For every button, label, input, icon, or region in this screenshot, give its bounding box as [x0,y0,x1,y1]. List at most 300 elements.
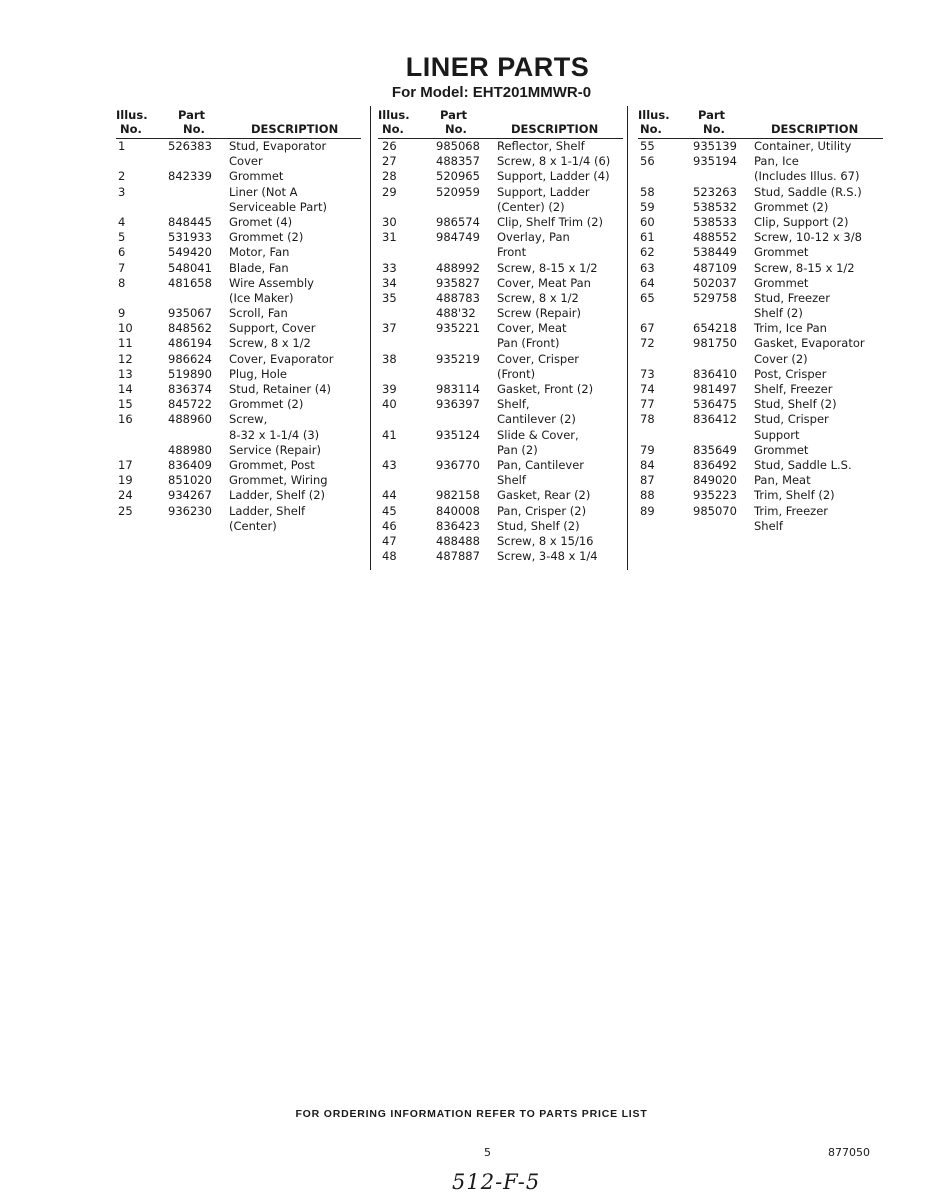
part-row [116,428,361,443]
part-row [638,412,883,427]
part-row [638,154,883,169]
part-row [378,412,623,427]
part-number: 488992 [436,260,480,275]
part-description: Grommet (2) [229,397,304,412]
illus-number: 37 [382,321,397,336]
part-number: 836423 [436,518,480,533]
part-number: 488357 [436,154,480,169]
part-row [378,230,623,245]
part-description: Shelf, Freezer [754,382,833,396]
part-number: 531933 [168,230,212,245]
part-row [638,306,883,321]
part-row [378,215,623,230]
part-description: (Center) [229,518,277,533]
part-number: 520959 [436,184,480,199]
part-row [116,367,361,382]
page-title: LINER PARTS [405,52,590,82]
part-header: Part [698,108,726,122]
illus-number: 87 [640,473,655,488]
part-number: 536475 [693,397,737,412]
part-description: Screw, 10-12 x 3/8 [754,230,862,245]
part-row [116,412,361,427]
part-number: 488980 [168,442,212,457]
part-description: Trim, Freezer [754,503,829,518]
illus-number: 11 [118,336,133,351]
part-number: 488488 [436,533,480,548]
illus-number: 29 [382,184,397,199]
part-description: Blade, Fan [229,260,289,275]
part-number: 935223 [693,488,737,503]
illus-number: 77 [640,397,655,412]
page-number: 5 [484,1146,491,1159]
part-description: Grommet (2) [229,230,304,245]
part-description: Front [497,245,527,260]
illus-number: 79 [640,442,655,457]
part-row [378,428,623,443]
part-description: Serviceable Part) [229,199,327,214]
part-description: Cantilever (2) [497,412,576,427]
part-description: Ladder, Shelf (2) [229,488,326,503]
part-row [638,367,883,382]
illus-number: 64 [640,275,655,290]
part-number: 935221 [436,321,480,336]
description-header: DESCRIPTION [771,122,859,136]
part-header: Part [178,108,206,122]
parts-column-1 [116,106,361,534]
part-description: (Includes Illus. 67) [754,169,860,184]
part-row [116,139,361,154]
part-number: 985070 [693,503,737,518]
document-code: 877050 [828,1146,870,1159]
part-number: 851020 [168,473,212,488]
illus-number: 30 [382,214,397,229]
illus-number: 6 [118,245,126,260]
part-description: Screw (Repair) [497,306,582,321]
part-row [638,428,883,443]
part-row [378,139,623,154]
part-description: Support, Ladder (4) [497,169,610,184]
part-row [378,321,623,336]
part-number: 488960 [168,412,212,427]
part-row [638,443,883,458]
part-row [116,169,361,184]
column-header [378,106,623,139]
part-number: 935067 [168,306,212,321]
illus-number: 14 [118,382,133,396]
part-description: Plug, Hole [229,366,287,381]
part-number: 985068 [436,139,480,153]
illus-number: 43 [382,457,397,472]
part-row [116,336,361,351]
part-number: 654218 [693,321,737,336]
part-row [116,230,361,245]
part-description: Stud, Shelf (2) [497,518,580,533]
illus-number: 8 [118,275,126,290]
part-description: Overlay, Pan [497,230,570,245]
illus-number: 62 [640,245,655,260]
illus-number: 31 [382,230,397,245]
part-description: Ladder, Shelf [229,503,306,518]
part-row [638,488,883,503]
part-number: 845722 [168,397,212,412]
part-row [638,185,883,200]
part-description: Clip, Support (2) [754,214,849,229]
part-description: Cover, Meat [497,321,567,336]
part-description: Pan, Cantilever [497,457,585,472]
illus-number: 15 [118,397,133,412]
part-row [378,443,623,458]
part-number: 529758 [693,290,737,305]
part-description: Grommet [754,275,809,290]
part-row [638,382,883,397]
part-description: Gromet (4) [229,214,293,229]
illus-number: 61 [640,230,655,245]
parts-list [116,139,361,534]
handwritten-note: 512-F-5 [452,1170,541,1194]
part-number: 487109 [693,260,737,275]
part-row [378,261,623,276]
illus-number: 60 [640,214,655,229]
illus-number: 44 [382,488,397,503]
part-row [116,321,361,336]
part-number: 935139 [693,139,737,153]
part-description: Screw, 8 x 15/16 [497,533,594,548]
illus-number: 17 [118,457,133,472]
part-row [116,306,361,321]
illus-number: 48 [382,549,397,564]
part-row [638,473,883,488]
part-number: 488552 [693,230,737,245]
part-row [116,185,361,200]
column-divider [627,106,628,570]
part-number: 984749 [436,230,480,245]
part-description: Trim, Shelf (2) [754,488,835,503]
part-description: Support, Cover [229,321,316,336]
illus-number: 47 [382,533,397,548]
part-row [638,276,883,291]
part-number: 548041 [168,260,212,275]
part-number: 848445 [168,214,212,229]
part-no-header: No. [183,122,205,136]
part-description: Screw, 8 x 1-1/4 (6) [497,154,611,169]
part-description: Post, Crisper [754,366,827,381]
part-number: 836492 [693,457,737,472]
part-row [638,200,883,215]
illus-number: 88 [640,488,655,503]
part-description: Shelf (2) [754,306,803,321]
part-number: 935194 [693,154,737,169]
illus-number: 25 [118,503,133,518]
part-number: 849020 [693,473,737,488]
part-description: Screw, 8-15 x 1/2 [754,260,855,275]
illus-number: 45 [382,503,397,518]
part-number: 836412 [693,412,737,427]
part-description: Shelf [497,473,526,488]
illus-number: 74 [640,382,655,396]
illus-number: 59 [640,199,655,214]
part-description: Stud, Crisper [754,412,829,427]
part-row [116,261,361,276]
part-number: 836410 [693,366,737,381]
illus-number: 33 [382,260,397,275]
part-number: 523263 [693,184,737,199]
part-row [638,215,883,230]
illus-number: 46 [382,518,397,533]
part-row [378,519,623,534]
part-description: (Ice Maker) [229,290,294,305]
part-description: Gasket, Rear (2) [497,488,591,503]
part-row [116,473,361,488]
part-number: 986574 [436,214,480,229]
part-description: Screw, 8 x 1/2 [497,290,579,305]
illus-no-header: No. [640,122,662,136]
part-description: Cover, Crisper [497,351,580,366]
illus-number: 41 [382,427,397,442]
part-number: 936230 [168,503,212,518]
part-number: 487887 [436,549,480,564]
illus-number: 67 [640,321,655,336]
part-number: 936770 [436,457,480,472]
illus-number: 34 [382,275,397,290]
part-description: Pan, Meat [754,473,811,488]
part-no-header: No. [445,122,467,136]
illus-number: 1 [118,139,126,153]
illus-number: 40 [382,397,397,412]
part-row [638,230,883,245]
part-row [638,519,883,534]
illus-number: 3 [118,184,126,199]
part-description: Gasket, Evaporator [754,336,865,351]
part-row [116,215,361,230]
part-description: Pan (Front) [497,336,560,351]
part-description: Wire Assembly [229,275,314,290]
part-row [378,397,623,412]
part-row [378,306,623,321]
part-row [378,291,623,306]
part-number: 935124 [436,427,480,442]
part-number: 983114 [436,382,480,396]
parts-column-2 [378,106,623,564]
part-row [638,397,883,412]
part-row [378,473,623,488]
illus-number: 84 [640,457,655,472]
part-description: Stud, Shelf (2) [754,397,837,412]
part-number: 520965 [436,169,480,184]
part-row [378,169,623,184]
part-number: 481658 [168,275,212,290]
illus-number: 63 [640,260,655,275]
illus-number: 39 [382,382,397,396]
description-header: DESCRIPTION [511,122,599,136]
illus-number: 19 [118,473,133,488]
illus-header: Illus. [378,108,410,122]
part-description: Stud, Evaporator [229,139,327,153]
part-row [638,458,883,473]
part-description: Screw, 8-15 x 1/2 [497,260,598,275]
part-description: Grommet [754,245,809,260]
illus-number: 28 [382,169,397,184]
part-row [378,336,623,351]
part-row [116,458,361,473]
part-description: Pan, Ice [754,154,799,169]
part-description: Clip, Shelf Trim (2) [497,214,603,229]
illus-header: Illus. [116,108,148,122]
part-row [378,352,623,367]
part-row [638,169,883,184]
illus-number: 26 [382,139,397,153]
illus-number: 27 [382,154,397,169]
part-row [638,321,883,336]
part-description: Pan (2) [497,442,538,457]
illus-number: 58 [640,184,655,199]
part-description: (Front) [497,366,536,381]
part-row [378,367,623,382]
part-number: 848562 [168,321,212,336]
part-description: Cover, Evaporator [229,351,334,366]
illus-number: 16 [118,412,133,427]
part-description: Shelf, [497,397,530,412]
part-number: 486194 [168,336,212,351]
part-description: Support, Ladder [497,184,590,199]
parts-column-3 [638,106,883,534]
illus-number: 2 [118,169,126,184]
model-subtitle: For Model: EHT201MMWR-0 [391,84,592,101]
part-number: 840008 [436,503,480,518]
part-number: 934267 [168,488,212,503]
part-description: Screw, [229,412,268,427]
illus-number: 12 [118,351,133,366]
part-description: Scroll, Fan [229,306,288,321]
part-description: Stud, Retainer (4) [229,382,332,396]
part-description: Stud, Freezer [754,290,830,305]
part-description: Grommet [754,442,809,457]
part-number: 986624 [168,351,212,366]
part-description: Screw, 3-48 x 1/4 [497,549,598,564]
part-description: Stud, Saddle L.S. [754,457,852,472]
part-row [116,245,361,260]
column-divider [370,106,371,570]
part-number: 488783 [436,290,480,305]
part-description: 8-32 x 1-1/4 (3) [229,427,320,442]
part-description: Shelf [754,518,783,533]
part-row [638,139,883,154]
part-description: Slide & Cover, [497,427,579,442]
part-description: Support [754,427,800,442]
part-description: Grommet, Wiring [229,473,328,488]
part-row [116,291,361,306]
part-number: 981750 [693,336,737,351]
illus-number: 9 [118,306,126,321]
part-row [378,458,623,473]
illus-number: 5 [118,230,126,245]
part-description: Grommet (2) [754,199,829,214]
part-number: 842339 [168,169,212,184]
part-description: Stud, Saddle (R.S.) [754,184,862,199]
part-row [378,534,623,549]
illus-number: 4 [118,214,126,229]
part-row [116,382,361,397]
illus-no-header: No. [120,122,142,136]
part-description: Trim, Ice Pan [754,321,827,336]
part-description: Liner (Not A [229,184,298,199]
part-number: 981497 [693,382,737,396]
part-no-header: No. [703,122,725,136]
illus-number: 78 [640,412,655,427]
ordering-note: FOR ORDERING INFORMATION REFER TO PARTS PRICE LIST [295,1108,648,1120]
illus-number: 55 [640,139,655,153]
illus-number: 13 [118,366,133,381]
part-number: 549420 [168,245,212,260]
part-number: 519890 [168,366,212,381]
description-header: DESCRIPTION [251,122,339,136]
part-row [378,154,623,169]
part-row [638,504,883,519]
part-description: Container, Utility [754,139,852,153]
part-number: 538532 [693,199,737,214]
part-row [638,245,883,260]
part-description: Grommet [229,169,284,184]
part-row [638,291,883,306]
illus-number: 73 [640,366,655,381]
part-number: 836374 [168,382,212,396]
illus-no-header: No. [382,122,404,136]
part-number: 935827 [436,275,480,290]
part-description: Reflector, Shelf [497,139,585,153]
part-row [378,245,623,260]
part-description: Gasket, Front (2) [497,382,594,396]
illus-number: 24 [118,488,133,503]
part-row [638,336,883,351]
part-number: 538533 [693,214,737,229]
part-description: Cover, Meat Pan [497,275,591,290]
illus-number: 89 [640,503,655,518]
part-number: 935219 [436,351,480,366]
part-number: 982158 [436,488,480,503]
part-number: 488'32 [436,306,476,321]
part-row [638,352,883,367]
part-row [116,397,361,412]
illus-number: 10 [118,321,133,336]
illus-number: 65 [640,290,655,305]
column-header [116,106,361,139]
part-number: 835649 [693,442,737,457]
part-description: Screw, 8 x 1/2 [229,336,311,351]
part-description: Cover [229,154,263,169]
part-row [378,488,623,503]
part-row [116,488,361,503]
illus-header: Illus. [638,108,670,122]
part-row [116,443,361,458]
illus-number: 56 [640,154,655,169]
part-row [378,200,623,215]
part-row [116,519,361,534]
part-description: Grommet, Post [229,457,315,472]
part-row [116,276,361,291]
part-number: 502037 [693,275,737,290]
part-number: 936397 [436,397,480,412]
part-row [116,200,361,215]
part-row [116,504,361,519]
part-number: 526383 [168,139,212,153]
illus-number: 72 [640,336,655,351]
part-description: (Center) (2) [497,199,565,214]
illus-number: 7 [118,260,126,275]
part-row [378,382,623,397]
part-header: Part [440,108,468,122]
illus-number: 38 [382,351,397,366]
part-row [378,549,623,564]
part-row [378,276,623,291]
